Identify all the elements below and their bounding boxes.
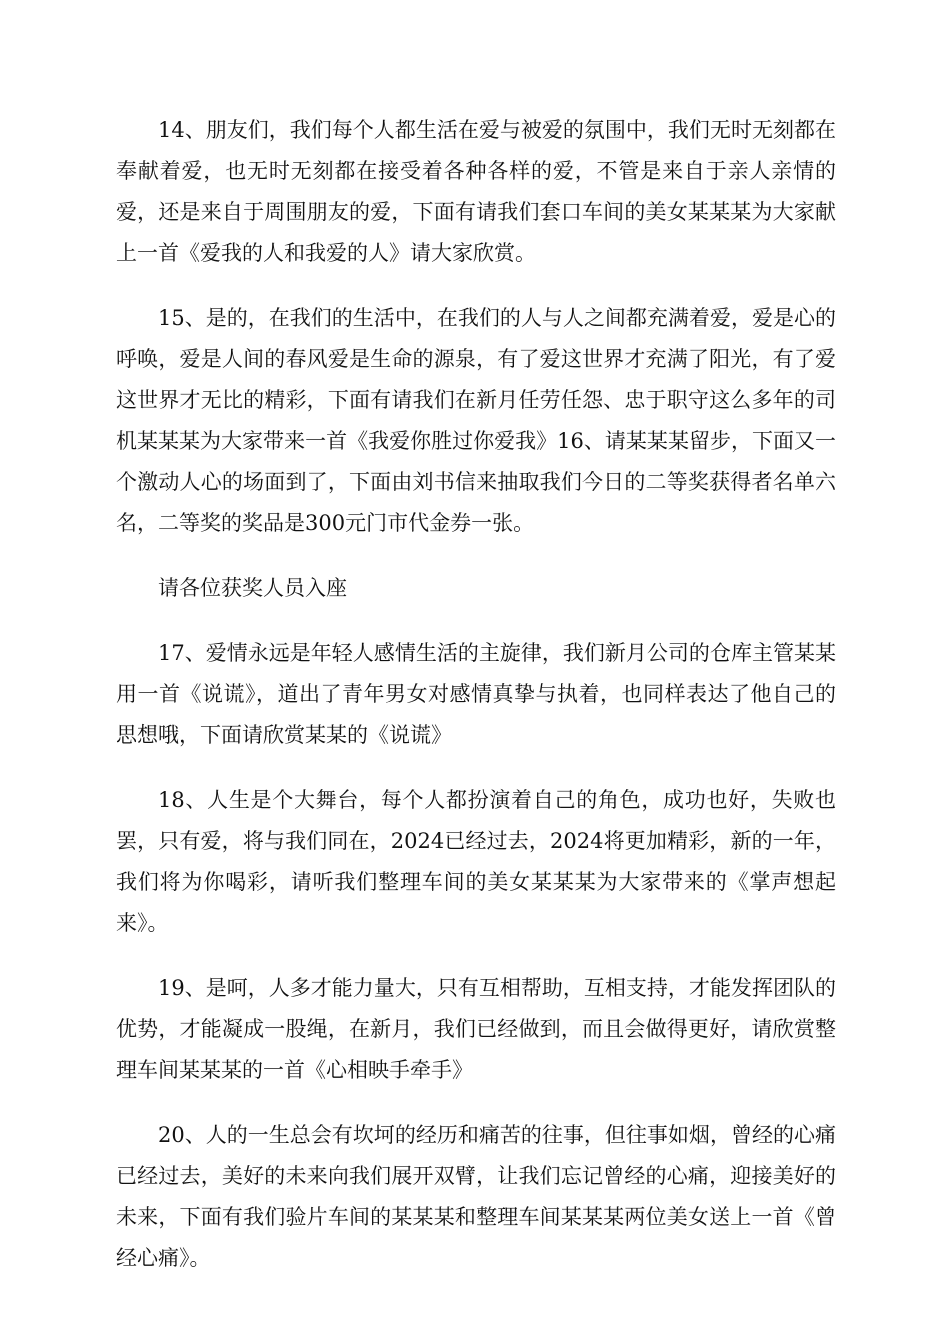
paragraph-15-16: 15、是的，在我们的生活中，在我们的人与人之间都充满着爱，爱是心的呼唤，爱是人间的春风爱是生命的源泉，有了爱这世界才充满了阳光，有了爱这世界才无比的精彩，下面有请我们在新月任劳任怨、忠于职守这么多年的司机某某某为大家带来一首《我爱你胜过你爱我》16、请某某某留步，下面又一个激动人心的场面到了，下面由刘书信来抽取我们今日的二等奖获得者名单六名，二等奖的奖品是300元门市代金券一张。 <box>116 306 836 535</box>
document-page <box>116 110 836 1303</box>
paragraph-20: 20、人的一生总会有坎坷的经历和痛苦的往事，但往事如烟，曾经的心痛已经过去，美好的未来向我们展开双臂，让我们忘记曾经的心痛，迎接美好的未来，下面有我们验片车间的某某某和整理车间某某某两位美女送上一首《曾经心痛》。 <box>116 1123 836 1270</box>
paragraph-17: 17、爱情永远是年轻人感情生活的主旋律，我们新月公司的仓库主管某某用一首《说谎》，道出了青年男女对感情真挚与执着，也同样表达了他自己的思想哦，下面请欣赏某某的《说谎》 <box>116 641 836 747</box>
paragraph-seating-note: 请各位获奖人员入座 <box>158 576 347 600</box>
paragraph-18: 18、人生是个大舞台，每个人都扮演着自己的角色，成功也好，失败也罢，只有爱，将与我们同在，2024已经过去，2024将更加精彩，新的一年，我们将为你喝彩，请听我们整理车间的美女某某某为大家带来的《掌声想起来》。 <box>116 788 836 935</box>
paragraph-14: 14、朋友们，我们每个人都生活在爱与被爱的氛围中，我们无时无刻都在奉献着爱，也无时无刻都在接受着各种各样的爱，不管是来自于亲人亲情的爱，还是来自于周围朋友的爱，下面有请我们套口车间的美女某某某为大家献上一首《爱我的人和我爱的人》请大家欣赏。 <box>116 118 836 265</box>
paragraph-19: 19、是呵，人多才能力量大，只有互相帮助，互相支持，才能发挥团队的优势，才能凝成一股绳，在新月，我们已经做到，而且会做得更好，请欣赏整理车间某某某的一首《心相映手牵手》 <box>116 976 836 1082</box>
